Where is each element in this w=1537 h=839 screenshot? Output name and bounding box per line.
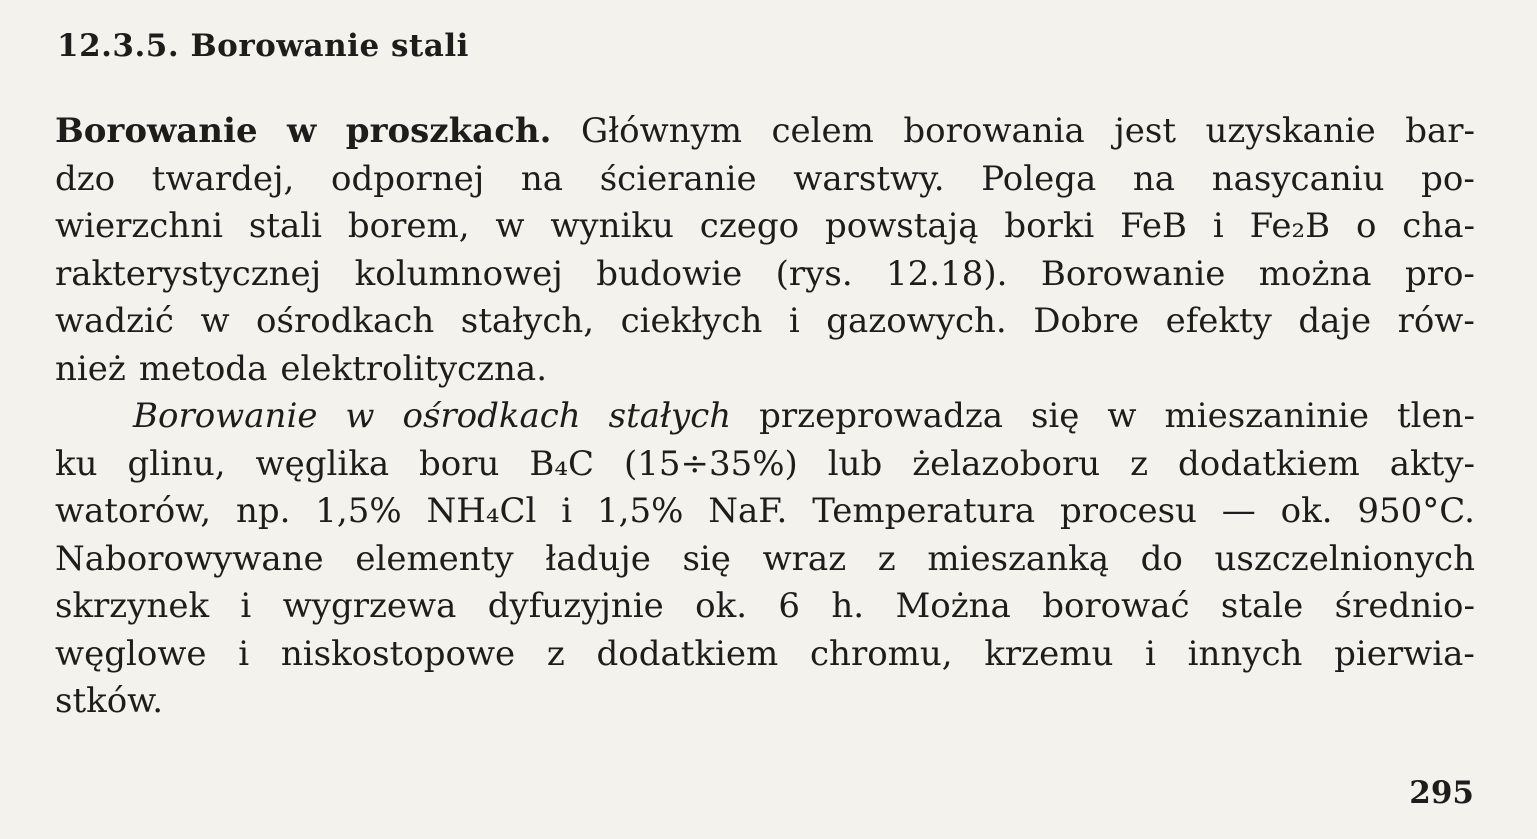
p2-line-5: skrzynek i wygrzewa dyfuzyjnie ok. 6 h. Można borować stale średnio- [55,586,1475,626]
p1-line-1: Borowanie w proszkach. Głównym celem borowania jest uzyskanie bar- [55,111,1475,151]
p2-line-2: ku glinu, węglika boru B₄C (15÷35%) lub żelazoboru z dodatkiem akty- [55,443,1475,484]
section-heading [57,28,469,64]
p2-line-3: watorów, np. 1,5% NH₄Cl i 1,5% NaF. Temperatura procesu — ok. 950°C. [55,491,1475,531]
p2-line-4: Naborowywane elementy ładuje się wraz z mieszanką do uszczelnionych [55,538,1475,579]
p2-line-6: węglowe i niskostopowe z dodatkiem chromu, krzemu i innych pierwia- [55,633,1475,674]
section-number: 12.3.5. [57,28,180,64]
p1-line-5: wadzić w ośrodkach stałych, ciekłych i gazowych. Dobre efekty daje rów- [55,301,1475,341]
p1-line-3: wierzchni stali borem, w wyniku czego powstają borki FeB i Fe₂B o cha- [55,206,1475,246]
p2-line-1: Borowanie w ośrodkach stałych przeprowadza się w mieszaninie tlen- [133,396,1475,436]
body-text [55,108,1475,726]
p1-line-6: nież metoda elektrolityczna. [55,348,547,389]
section-title-text: Borowanie stali [190,28,469,64]
p1-line-2: dzo twardej, odpornej na ścieranie warstwy. Polega na nasycaniu po- [55,158,1475,199]
p1-line-4: rakterystycznej kolumnowej budowie (rys. 12.18). Borowanie można pro- [55,253,1475,294]
p2-line-7: stków. [55,681,164,721]
page-number: 295 [1409,775,1474,811]
